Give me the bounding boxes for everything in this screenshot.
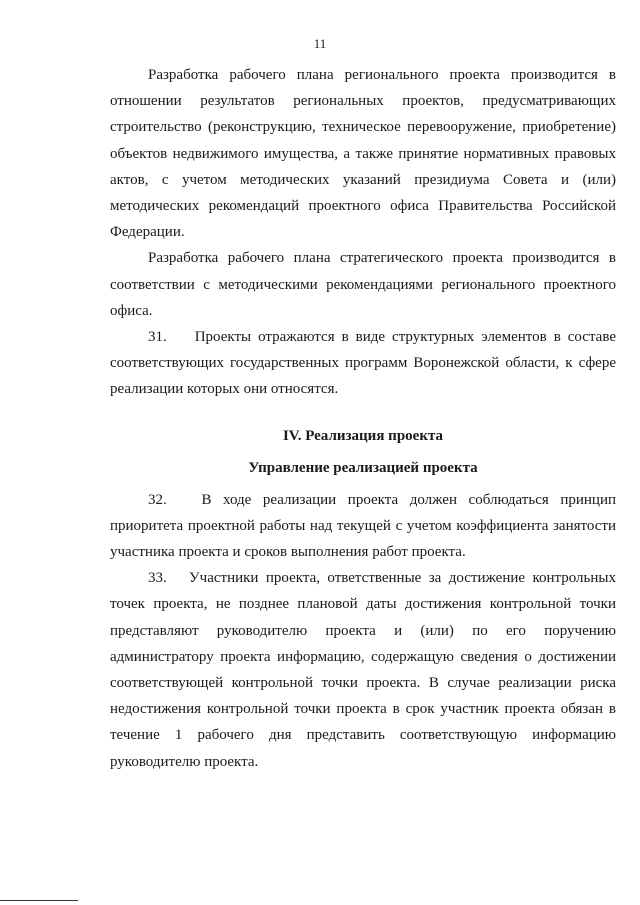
paragraph-item-31: 31. Проекты отражаются в виде структурных элементов в составе соответствующих государственных программ Воронежской области, к сфере реализации которых они относятся.	[110, 329, 616, 398]
paragraph-strategic-work-plan: Разработка рабочего плана стратегического проекта производится в соответствии с методическими рекомендациями регионального проектного офиса.	[110, 250, 616, 319]
paragraph-item-32: 32. В ходе реализации проекта должен соблюдаться принцип приоритета проектной работы над текущей с учетом коэффициента занятости участника проекта и сроков выполнения работ проекта.	[110, 491, 616, 561]
document-body	[110, 62, 616, 775]
section-heading: IV. Реализация проекта	[282, 427, 444, 444]
subsection-heading: Управление реализацией проекта	[248, 459, 478, 476]
paragraph-regional-work-plan: Разработка рабочего плана регионального проекта производится в отношении результатов региональных проектов, предусматривающих строительство (реконструкцию, техническое перевооружение, приобретение) объектов недвижимого имущества, а также принятие нормативных правовых актов, с учетом методических указаний президиума Совета и (или) методических рекомендаций проектного офиса Правительства Российской Федерации.	[110, 67, 616, 241]
paragraph-item-33: 33. Участники проекта, ответственные за достижение контрольных точек проекта, не позднее плановой даты достижения контрольной точки представляют руководителю проекта и (или) по его поручению администратору проекта информацию, содержащую сведения о достижении соответствующей контрольной точки проекта. В случае реализации риска недостижения контрольной точки проекта в срок участник проекта обязан в течение 1 рабочего дня представить соответствующую информацию руководителю проекта.	[110, 570, 616, 770]
page-number: 11	[313, 36, 327, 51]
footer-rule	[0, 900, 78, 901]
